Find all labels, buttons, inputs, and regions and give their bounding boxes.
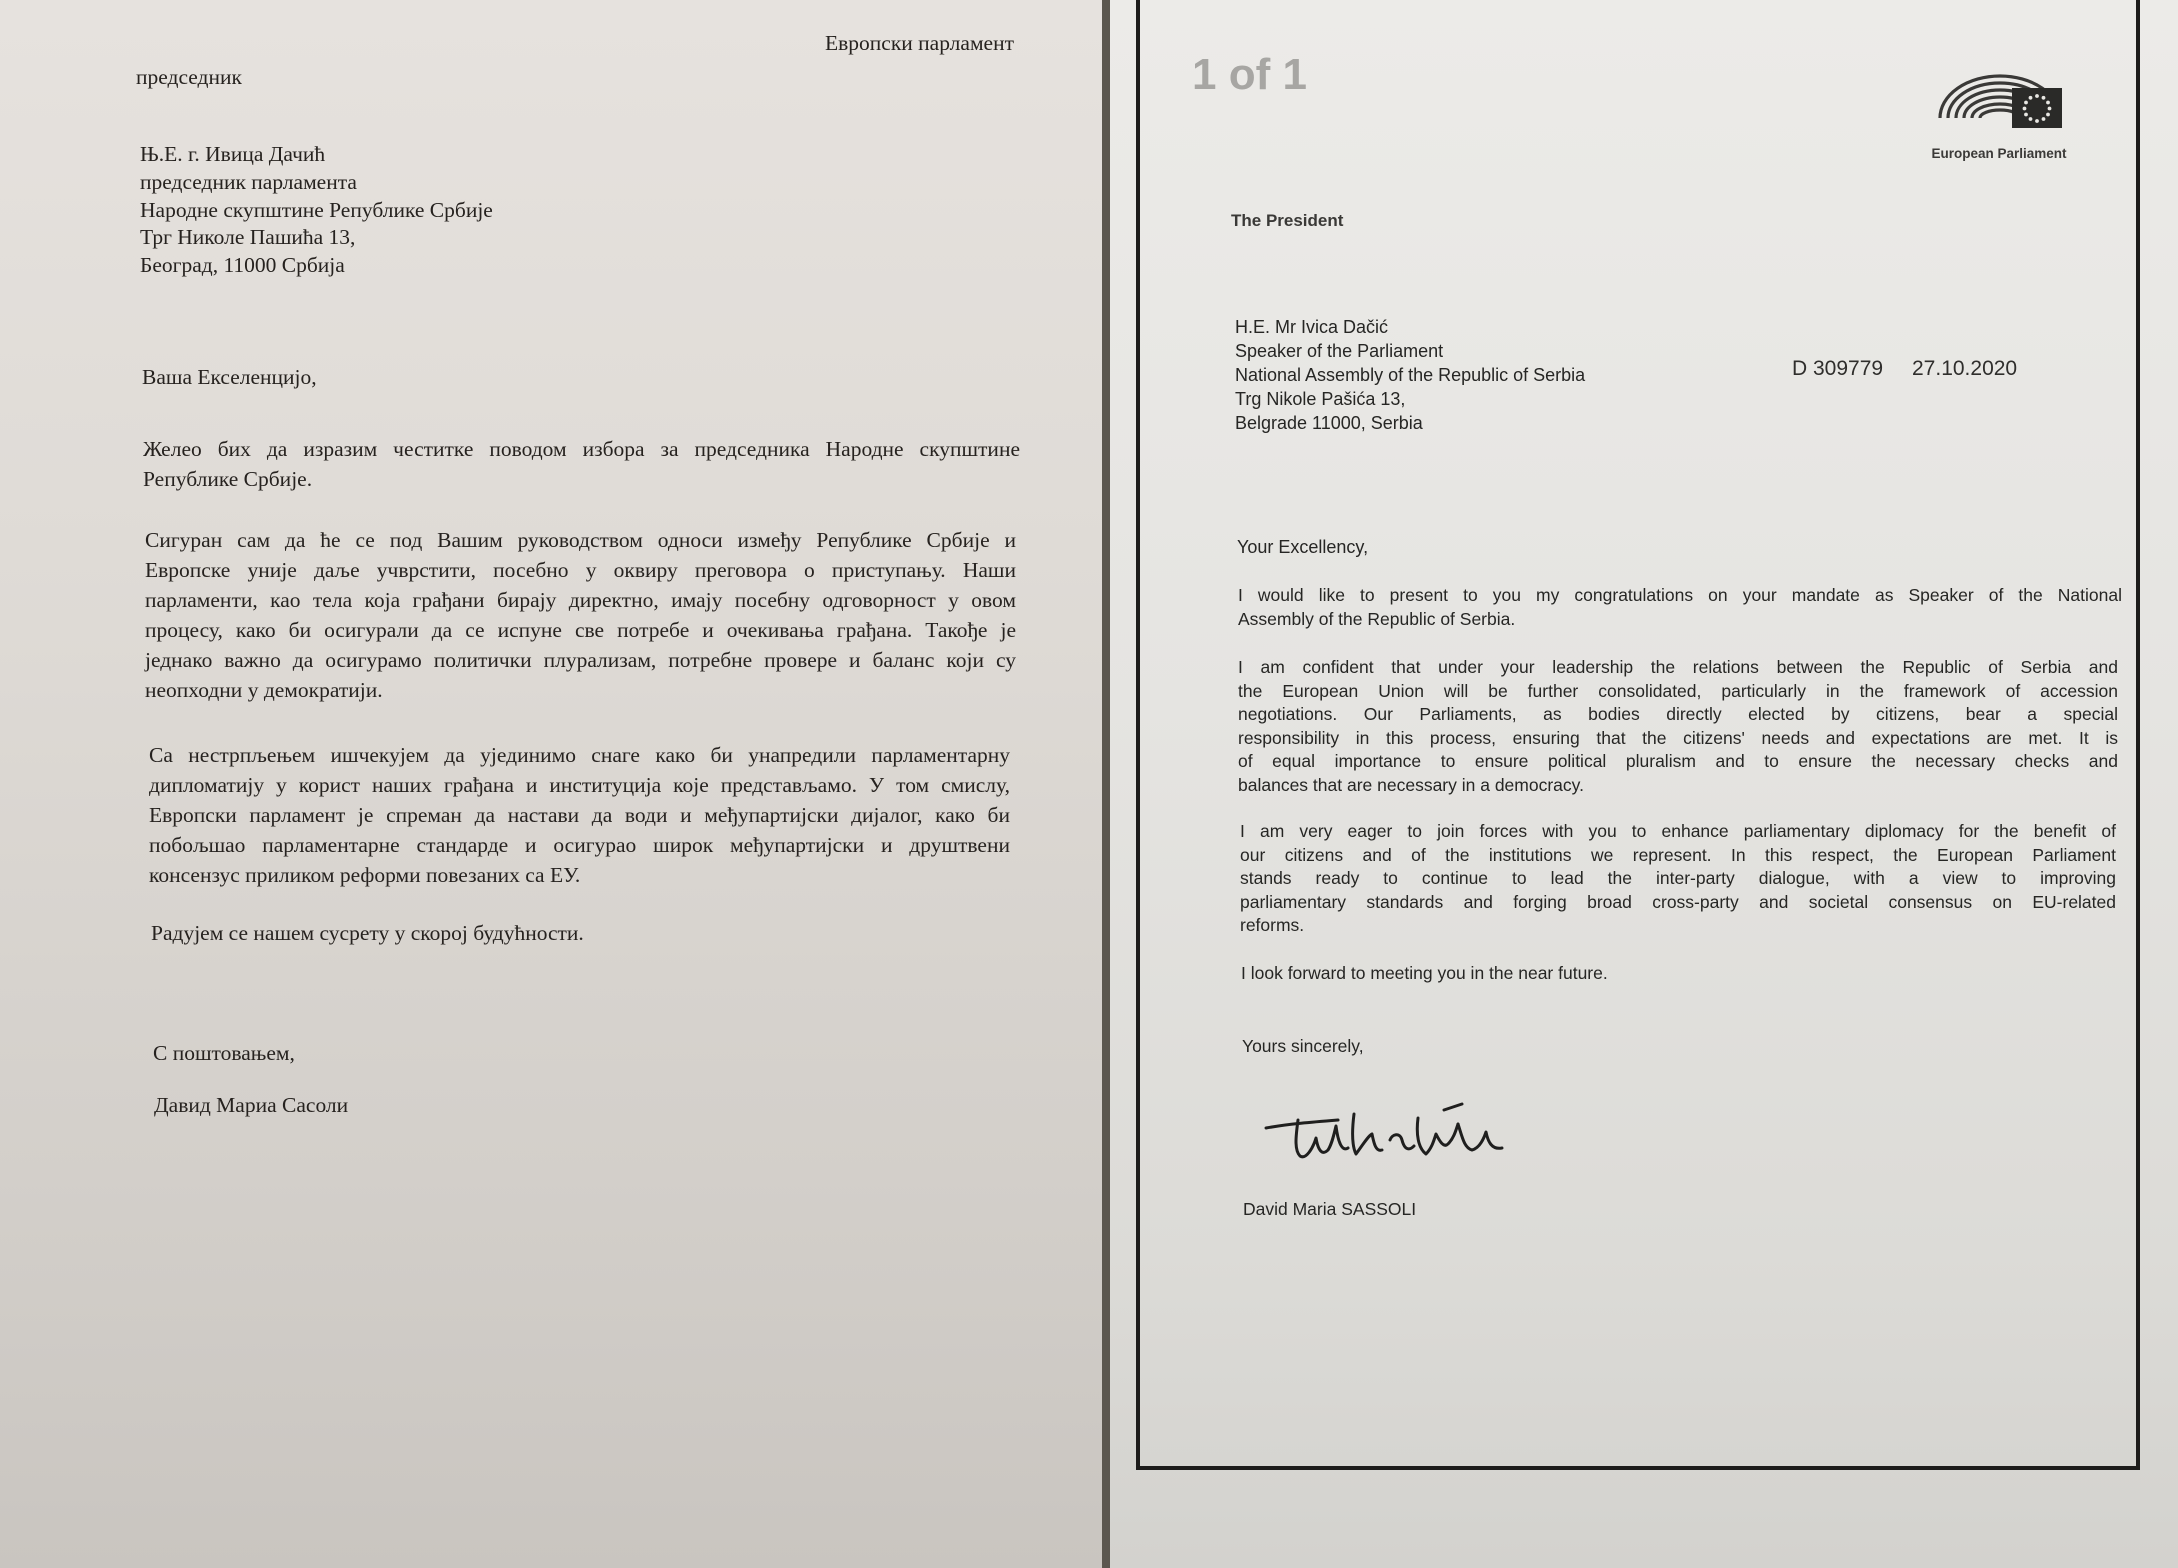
page-counter: 1 of 1	[1192, 50, 1307, 99]
paragraph-line: једнако важно да осигурамо политички плурализам, потребне провере и баланс који су	[145, 648, 1016, 672]
body-paragraph	[1241, 962, 2041, 986]
body-paragraph	[143, 434, 1020, 494]
recipient-line: H.E. Mr Ivica Dačić	[1235, 317, 1389, 337]
recipient-line: National Assembly of the Republic of Serbia	[1235, 365, 1586, 385]
english-letter-page	[1110, 0, 2178, 1568]
closing: Yours sincerely,	[1242, 1036, 1364, 1056]
paragraph-line: balances that are necessary in a democracy.	[1238, 774, 1584, 795]
sender-title: The President	[1231, 211, 1344, 230]
paragraph-line: stands ready to continue to lead the inter-party dialogue, with a view to improving	[1240, 868, 2116, 888]
paragraph-line: I look forward to meeting you in the near future.	[1241, 963, 1608, 983]
body-paragraph	[1240, 820, 2116, 938]
signatory-name: David Maria SASSOLI	[1243, 1199, 1417, 1219]
paragraph-line: парламенти, као тела која грађани бирају директно, имају посебну одговорност у овом	[145, 588, 1016, 612]
paragraph-line: I am confident that under your leadership the relations between the Republic of Serbia and	[1238, 657, 2118, 677]
body-paragraph	[1238, 584, 2122, 631]
paragraph-line: negotiations. Our Parliaments, as bodies directly elected by citizens, bear a special	[1238, 704, 2118, 724]
reference-number: D 309779	[1792, 357, 1884, 380]
paragraph-line: responsibility in this process, ensuring that the citizens' needs and expectations are met. It is	[1238, 727, 2118, 748]
paragraph-line: Европски парламент је спреман да настави да води и међупартијски дијалог, како би	[149, 803, 1010, 827]
paragraph-line: Сигуран сам да ће се под Вашим руководством односи између Републике Србије и	[145, 528, 1016, 552]
recipient-line: Њ.Е. г. Ивица Дачић	[140, 142, 326, 166]
paragraph-line: Европске уније даље учврстити, посебно у оквиру преговора о приступању. Наши	[145, 558, 1016, 582]
paragraph-line: Радујем се нашем сусрету у скорој будућности.	[151, 921, 584, 945]
recipient-line: Народне скупштине Републике Србије	[140, 198, 493, 222]
paragraph-line: неопходни у демократији.	[145, 678, 383, 702]
recipient-line: Belgrade 11000, Serbia	[1235, 413, 1423, 433]
paragraph-line: побољшао парламентарне стандарде и осигурао широк међупартијски и друштвени	[149, 833, 1010, 857]
paragraph-line: reforms.	[1240, 915, 1305, 935]
logo-caption: European Parliament	[1931, 146, 2067, 161]
salutation: Ваша Екселенцијо,	[142, 365, 317, 389]
closing: С поштовањем,	[153, 1041, 295, 1065]
paragraph-line: Са нестрпљењем ишчекујем да ујединимо снаге како би унапредили парламентарну	[149, 743, 1010, 767]
paragraph-line: Желео бих да изразим честитке поводом избора за председника Народне скупштине	[143, 437, 1020, 461]
paragraph-line: Assembly of the Republic of Serbia.	[1238, 608, 1516, 629]
salutation: Your Excellency,	[1237, 537, 1369, 557]
paragraph-line: дипломатију у корист наших грађана и институција које представљамо. У том смислу,	[149, 773, 1010, 797]
paragraph-line: our citizens and of the institutions we represent. In this respect, the European Parliament	[1240, 844, 2116, 865]
body-paragraph	[1238, 656, 2118, 797]
paragraph-line: I would like to present to you my congratulations on your mandate as Speaker of the National	[1238, 585, 2122, 605]
recipient-line: Speaker of the Parliament	[1235, 341, 1444, 361]
paragraph-line: the European Union will be further consolidated, particularly in the framework of accession	[1238, 680, 2118, 701]
signatory-name: Давид Мариа Сасоли	[154, 1093, 349, 1117]
body-paragraph	[149, 740, 1010, 890]
header-organization: Европски парламент	[825, 31, 1014, 55]
body-paragraph	[151, 918, 951, 948]
paragraph-line: I am very eager to join forces with you to enhance parliamentary diplomacy for the benefit of	[1240, 821, 2116, 841]
recipient-line: Београд, 11000 Србија	[140, 253, 345, 277]
letter-date: 27.10.2020	[1912, 357, 2018, 380]
recipient-line: председник парламента	[140, 170, 357, 194]
sender-title: председник	[136, 65, 242, 89]
paragraph-line: консензус приликом реформи повезаних са ЕУ.	[149, 863, 581, 887]
recipient-line: Трг Николе Пашића 13,	[140, 225, 356, 249]
signature-icon	[1258, 1090, 1518, 1180]
body-paragraph	[145, 525, 1016, 705]
paragraph-line: процесу, како би осигурали да се испуне све потребе и очекивања грађана. Такође је	[145, 618, 1016, 642]
paragraph-line: of equal importance to ensure political pluralism and to ensure the necessary checks and	[1238, 751, 2118, 771]
paragraph-line: Републике Србије.	[143, 467, 313, 491]
recipient-line: Trg Nikole Pašića 13,	[1235, 389, 1406, 409]
paragraph-line: parliamentary standards and forging broad cross-party and societal consensus on EU-related	[1240, 891, 2116, 912]
